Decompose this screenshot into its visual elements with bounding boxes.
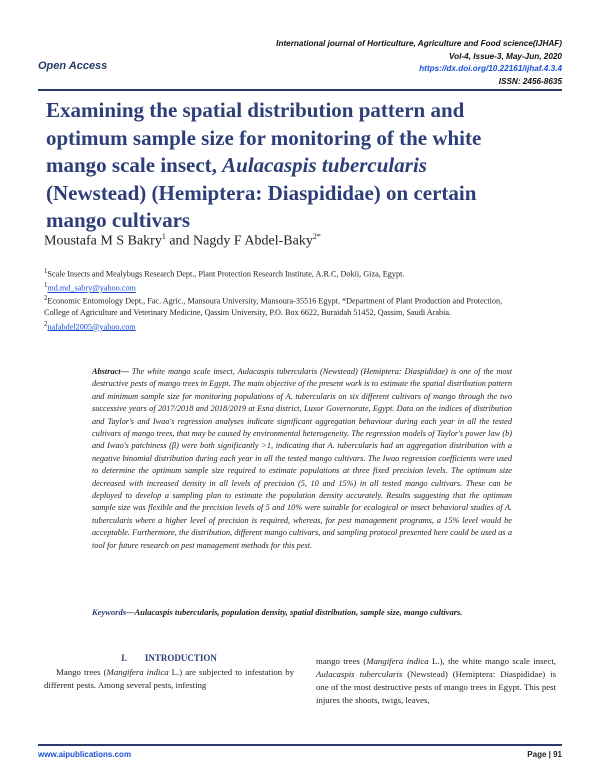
header-rule (38, 89, 562, 91)
intro-p1-species: Mangifera indica (106, 667, 169, 677)
intro-column-2 (316, 655, 556, 707)
footer-url-link[interactable]: www.aipublications.com (38, 750, 132, 759)
title-species: Aulacaspis tubercularis (222, 153, 427, 177)
title-line-3: mango scale insect, (46, 153, 223, 177)
journal-name: International journal of Horticulture, Agriculture and Food science(IJHAF) (276, 39, 562, 48)
intro-p1-part-a: Mango trees ( (56, 667, 107, 677)
issn: ISSN: 2456-8635 (498, 76, 562, 86)
affiliation-2 (44, 293, 556, 333)
intro-c2-part-a: mango trees ( (316, 656, 367, 666)
affiliation-1-sup: 1 (44, 268, 48, 275)
intro-paragraph-1 (44, 666, 294, 692)
author-2-sup: 2* (312, 232, 321, 241)
author-2: Nagdy F Abdel-Baky (193, 233, 313, 249)
abstract (92, 366, 512, 552)
author-1-sup: 1 (161, 232, 166, 241)
intro-paragraph-2 (316, 655, 556, 707)
affiliation-1 (44, 266, 556, 294)
affiliation-2-email-link[interactable]: nafabdel2005@yahoo.com (47, 322, 136, 332)
intro-c2-species-1: Mangifera indica (366, 656, 429, 666)
affiliation-1-text: Scale Insects and Mealybugs Research Dept., Plant Protection Research Institute, A.R.C, Dokii, Giza, Egypt. (47, 269, 405, 279)
keywords-text: Aulacaspis tubercularis, population density, spatial distribution, sample size, mango cultivars. (134, 607, 463, 617)
section-number: I. (121, 653, 127, 663)
doi-link[interactable]: https://dx.doi.org/10.22161/ijhaf.4.3.4 (419, 64, 562, 73)
title-line-2: optimum sample size for monitoring of the white (46, 125, 482, 150)
intro-c2-species-2: Aulacaspis tubercularis (316, 669, 403, 679)
title-line-1: Examining the spatial distribution pattern and (46, 98, 465, 122)
affiliation-2-line-1: Economic Entomology Dept., Fac. Agric., Mansoura University, Mansoura-35516 Egypt. *Department of Plant Production and Protection, (47, 296, 503, 306)
author-connector: and (165, 233, 194, 249)
intro-p1-part-b: L.) are subjected to infestation by different pests. Among several pests, infesting (44, 667, 295, 690)
affiliation-1-email-link[interactable]: md.md_sabry@yahoo.com (47, 283, 136, 293)
keywords (92, 606, 512, 618)
author-1: Moustafa M S Bakry (44, 233, 162, 249)
journal-volume: Vol-4, Issue-3, May-Jun, 2020 (448, 51, 562, 61)
authors (44, 232, 321, 250)
intro-c2-part-c: (Newstead) (Hemiptera: Diaspididae) is one of the most destructive pests of mango trees in Egypt. This pest injures the shoots, twigs, leaves, (316, 669, 556, 705)
section-title: INTRODUCTION (144, 653, 217, 663)
open-access-label: Open Access (38, 60, 108, 72)
abstract-text: The white mango scale insect, Aulacaspis tubercularis (Newstead) (Hemiptera: Diaspididae) is one of the most destructive pests of mango trees in Egypt. The main objective of the present work is to estimate the spatial distribution pattern and minimum sample size for monitoring populations of A. tubercularis on six different cultivars of mango through the two successive years of 2017/2018 and 2018/2019 at Esna district, Luxor Governorate, Egypt. Data on the indices of distribution and Taylor's and Iwao's regression analyses indicate significant aggregation behaviour during each year in all the tested cultivars of mango trees, that may be caused by environmental heterogeneity. The regression models of Taylor's power law (b) and Iwao's patchiness (β) were both significantly >1, indicating that A. tubercularis had an aggregation distribution with a negative binomial distribution during each year in all the tested mango cultivars. The Iwao regression coefficients were used to determine the optimum sample size required to estimate populations at three fixed precision levels. The optimum size decreased with increased density in all levels of precision (5, 10 and 15%) in all tested mango cultivars. These can be deployed to develop a sampling plan to estimate the population density accurately. Results suggesting that the optimum sample size was flexible and the precision levels of 5 and 10% were suitable for ecological or insect behavioral studies of A. tubercularis where a higher level of precision is required, whereas, for pest management programs, a 15% level would be acceptable. Furthermore, the distribution, different mango cultivars, and sampling protocol presented here could be used as a tool for future research on pest management methods for this pest. (92, 367, 513, 550)
affiliation-2-email-sup: 2 (44, 320, 48, 328)
paper-title (46, 97, 546, 235)
keywords-dash: — (126, 607, 135, 617)
title-line-5: mango cultivars (46, 208, 191, 232)
intro-column-1 (44, 653, 294, 692)
journal-header (276, 38, 562, 88)
title-line-4: (Newstead) (Hemiptera: Diaspididae) on certain (46, 180, 477, 205)
intro-c2-part-b: L.), the white mango scale insect, (428, 656, 556, 666)
section-heading (44, 653, 294, 663)
footer-rule (38, 744, 562, 746)
affiliation-1-email-sup: 1 (44, 282, 48, 290)
affiliation-2-line-2: College of Agriculture and Veterinary Medicine, Qassim University, P.O. Box 6622, Buraidah 51452, Qassim, Saudi Arabia. (44, 308, 452, 318)
keywords-label: Keywords (92, 607, 126, 617)
abstract-label: Abstract (92, 367, 121, 376)
page-number: Page | 91 (527, 750, 562, 759)
abstract-dash: — (120, 367, 132, 376)
affiliation-2-sup: 2 (44, 295, 48, 302)
